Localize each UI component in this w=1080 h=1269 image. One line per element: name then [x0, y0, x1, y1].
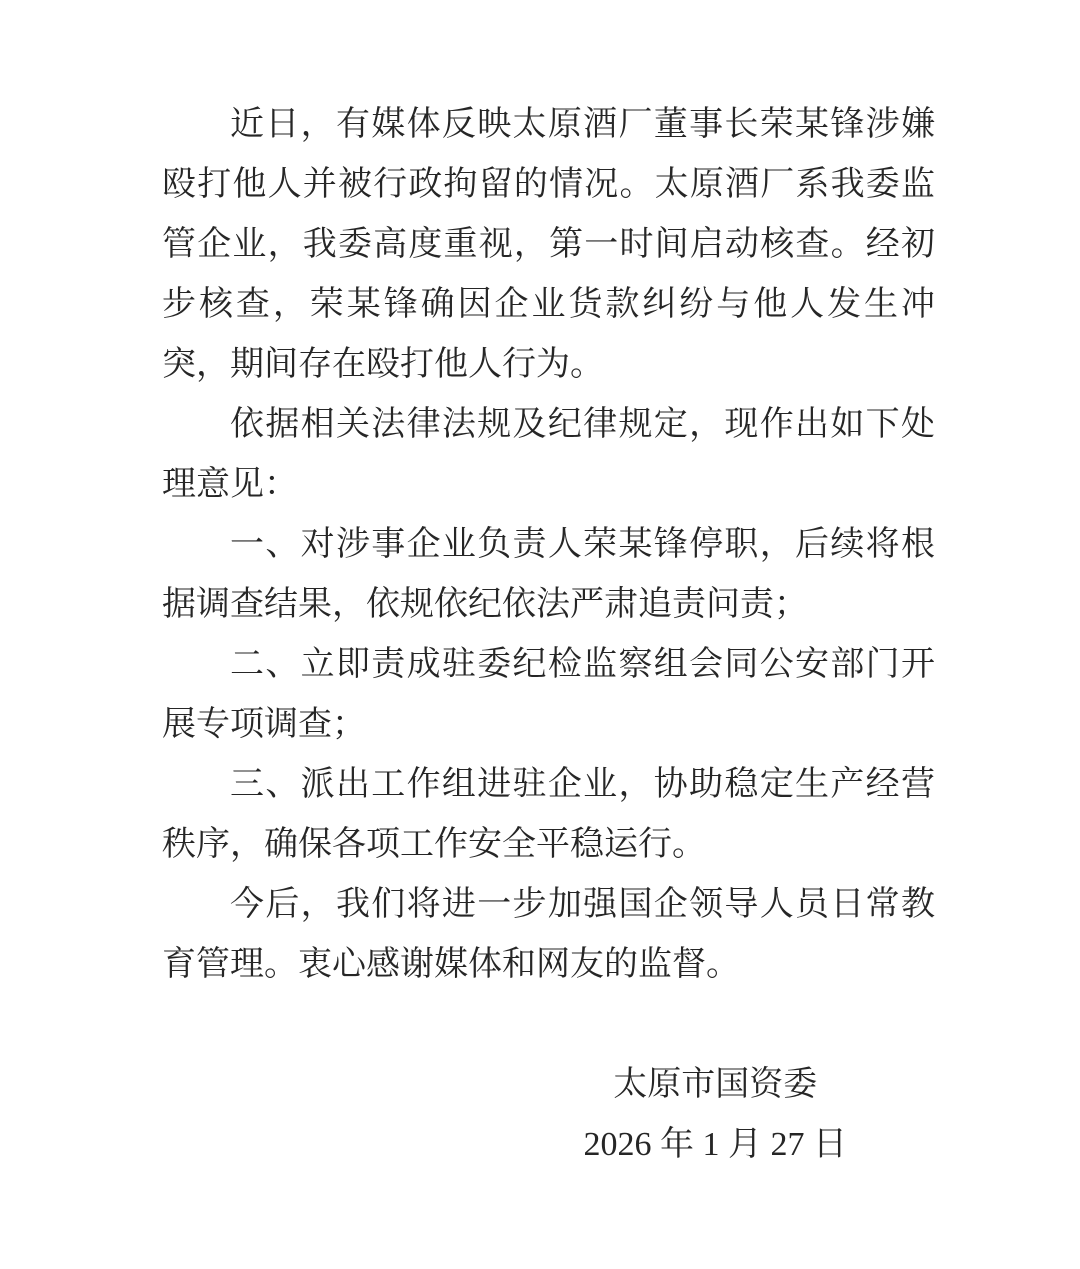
paragraph-item-1: 一、对涉事企业负责人荣某锋停职，后续将根据调查结果，依规依纪依法严肃追责问责； [162, 526, 935, 623]
paragraph-item-3: 三、派出工作组进驻企业，协助稳定生产经营秩序，确保各项工作安全平稳运行。 [162, 766, 935, 863]
paragraph-item-2: 二、立即责成驻委纪检监察组会同公安部门开展专项调查； [162, 646, 935, 743]
signature-block [584, 1055, 848, 1175]
signature-org: 太原市国资委 [613, 1066, 818, 1103]
paragraph-decision-lead: 依据相关法律法规及纪律规定，现作出如下处理意见： [162, 406, 935, 503]
paragraph-intro: 近日，有媒体反映太原酒厂董事长荣某锋涉嫌殴打他人并被行政拘留的情况。太原酒厂系我委监管企业，我委高度重视，第一时间启动核查。经初步核查，荣某锋确因企业货款纠纷与他人发生冲突，期间存在殴打他人行为。 [162, 106, 935, 383]
paragraph-closing: 今后，我们将进一步加强国企领导人员日常教育管理。衷心感谢媒体和网友的监督。 [162, 886, 935, 983]
signature-date: 2026 年 1 月 27 日 [583, 1126, 847, 1163]
